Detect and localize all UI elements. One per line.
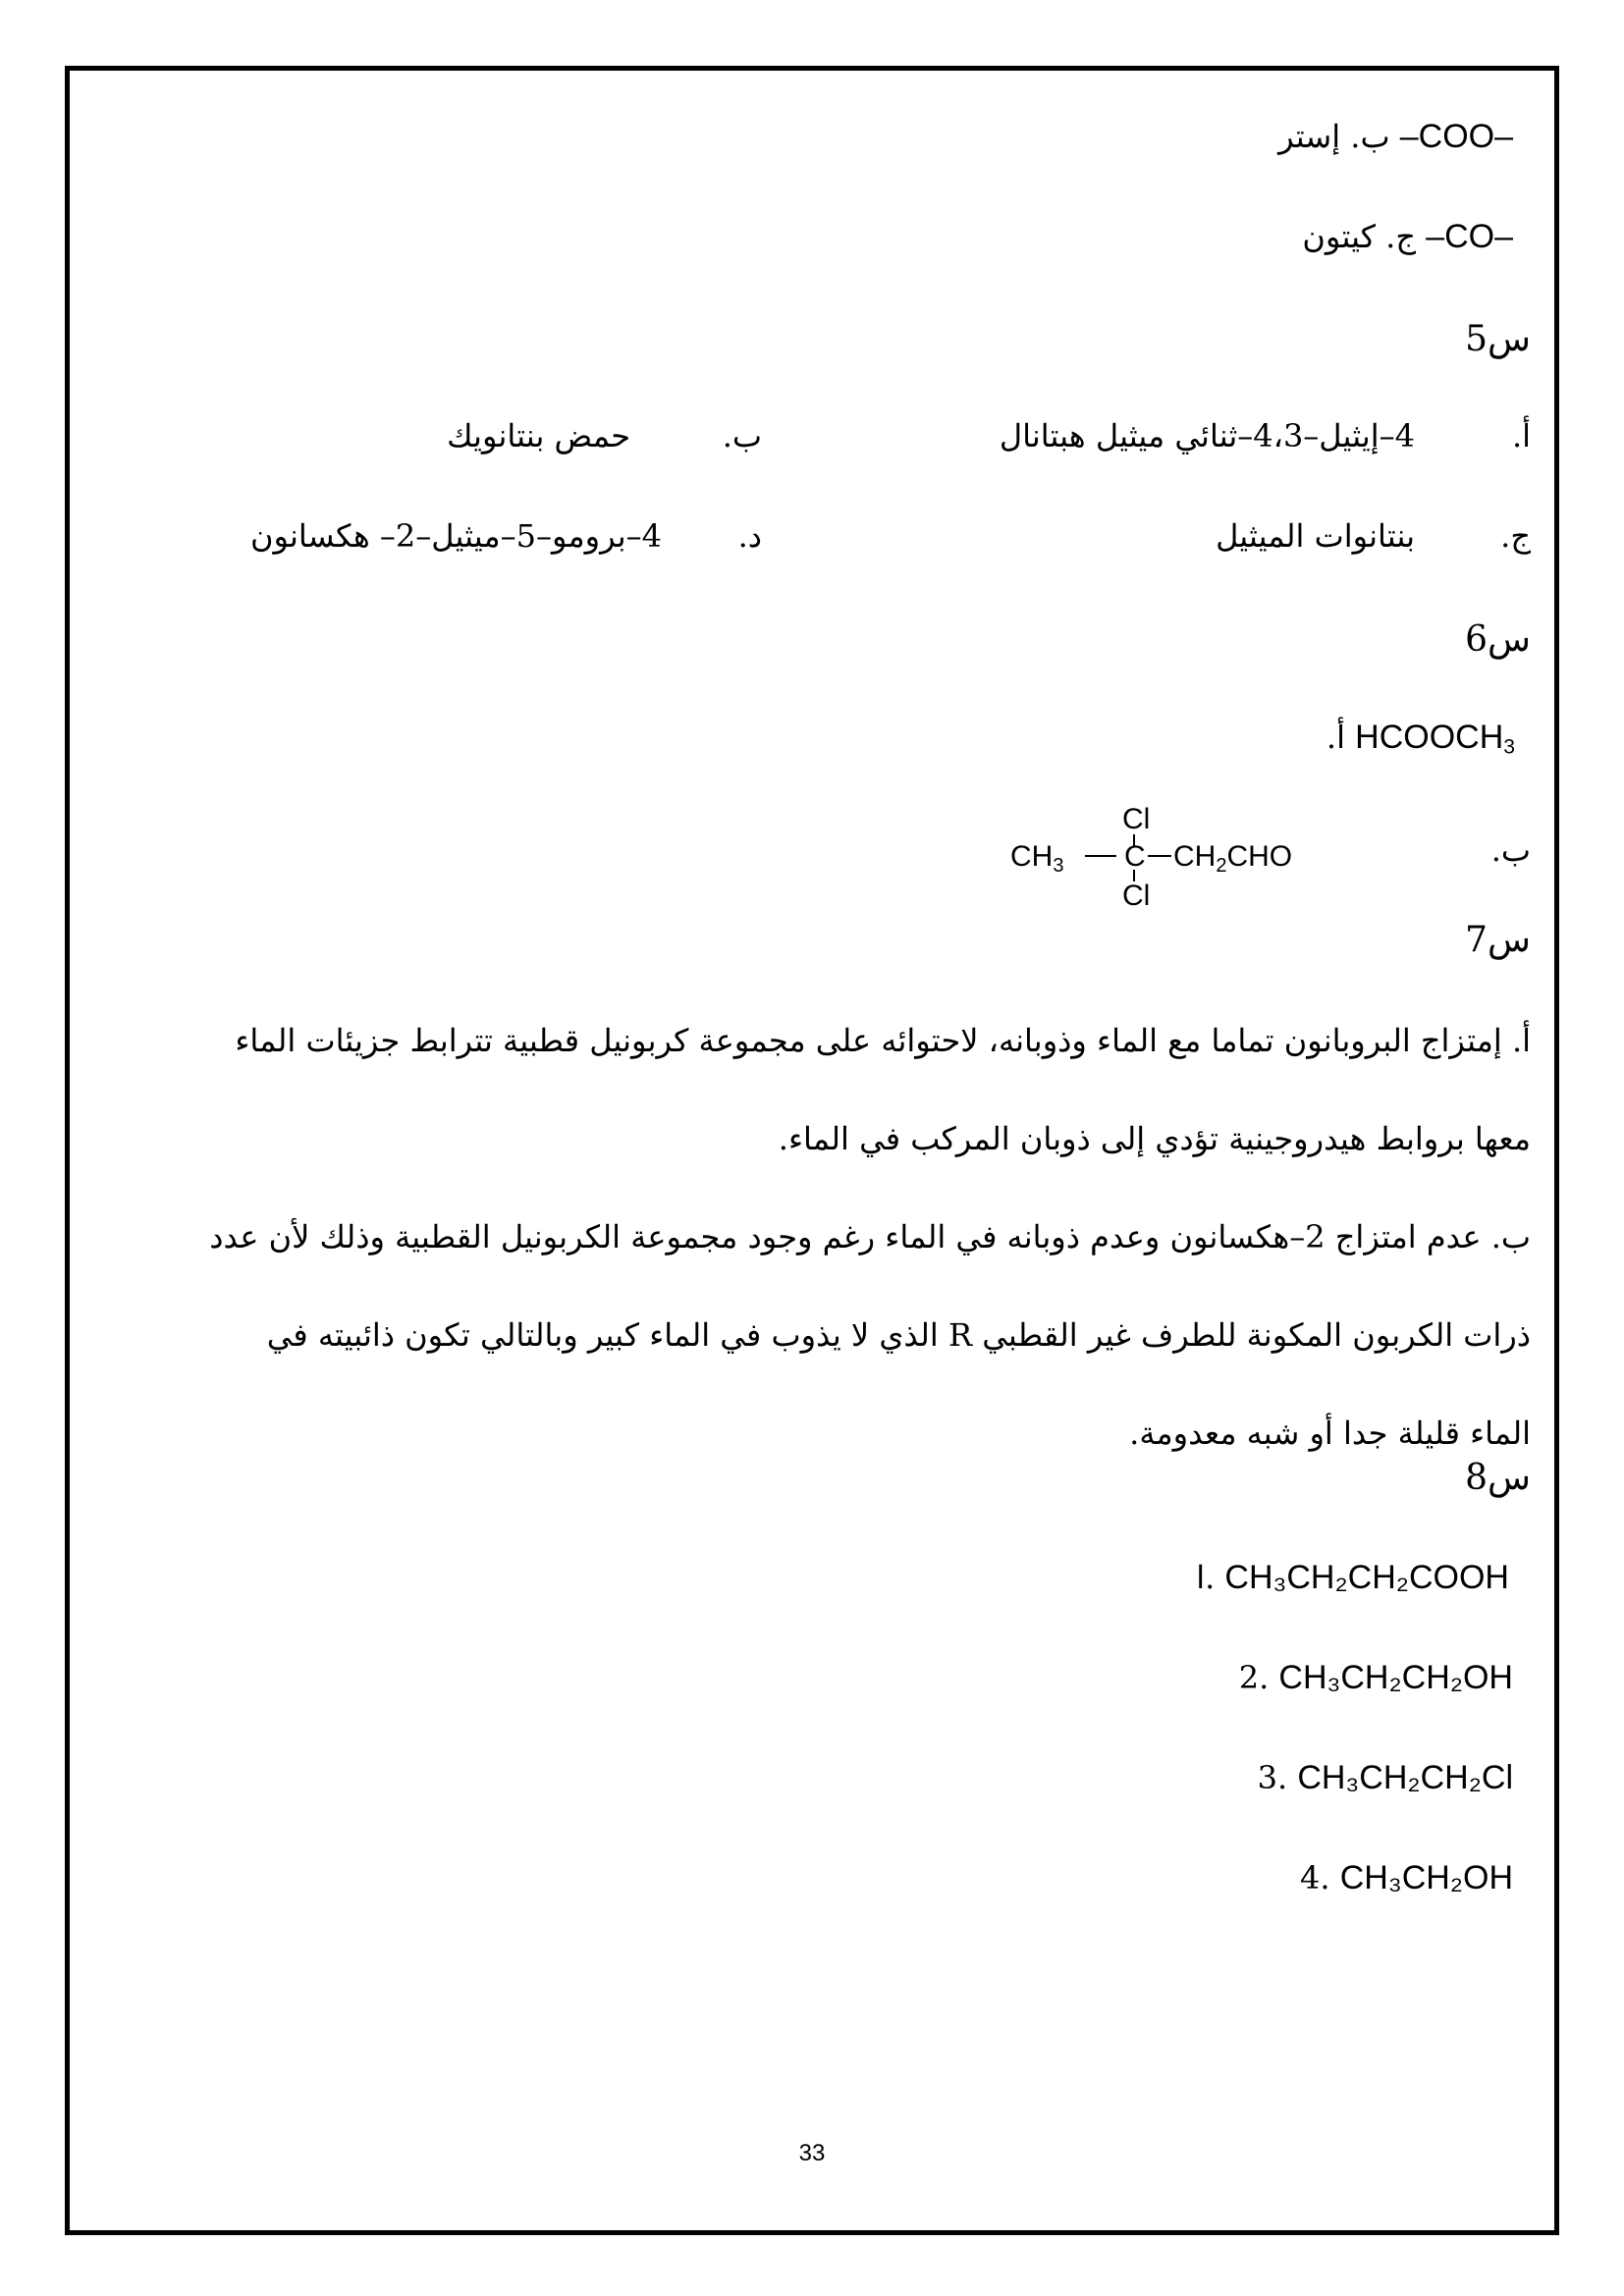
struct-c-center: C	[1124, 840, 1146, 873]
q5-a-marker: أ.	[1511, 417, 1531, 454]
q7-b-paragraph	[97, 1188, 1531, 1482]
q6-a-row	[1326, 721, 1531, 757]
q8-item-1-formula: CH₃CH₂CH₂COOH	[1224, 1559, 1509, 1596]
q4-c-formula: –CO–	[1426, 218, 1513, 255]
q4-b-formula: –COO–	[1399, 118, 1513, 155]
q7-b-line2: ذرات الكربون المكونة للطرف غير القطبي R الذي لا يذوب في الماء كبير وبالتالي تكون ذائبيته في	[266, 1316, 1531, 1354]
struct-ch2cho-right: $CH_2CHO$	[1173, 840, 1293, 877]
q7-b-line3: الماء قليلة جدا أو شبه معدومة.	[1129, 1415, 1531, 1452]
q8-item-4-formula: CH₃CH₂OH	[1339, 1859, 1513, 1896]
q6-a-marker: أ.	[1326, 719, 1345, 756]
q8-item-4	[1300, 1861, 1531, 1895]
q5-b-text: حمض بنتانويك	[447, 417, 630, 454]
q4-c-row	[1302, 220, 1531, 253]
page-number: 33	[798, 2140, 826, 2166]
q8-heading: س8	[1465, 1458, 1531, 1498]
q4-c-label: ج. كيتون	[1302, 218, 1416, 255]
q7-heading: س7	[1465, 920, 1531, 960]
q5-d-text: 4–برومو–5–ميثيل–2– هكسانون	[249, 517, 662, 555]
q7-a-paragraph	[97, 991, 1531, 1188]
q5-d-marker: د.	[737, 517, 762, 555]
q8-item-3-marker: .3	[1257, 1759, 1288, 1796]
structural-formula-dichloro-aldehyde	[997, 797, 1330, 913]
q8-item-4-marker: .4	[1300, 1859, 1330, 1896]
q8-item-2	[1239, 1661, 1531, 1694]
q5-heading: س5	[1465, 319, 1531, 359]
q4-b-row	[1278, 120, 1531, 153]
q6-b-marker: ب.	[1490, 831, 1531, 869]
q7-a-line2: معها بروابط هيدروجينية تؤدي إلى ذوبان المركب في الماء.	[778, 1120, 1531, 1157]
q8-item-3	[1258, 1761, 1531, 1794]
struct-cl-bottom: Cl	[1122, 880, 1151, 912]
q6-heading: س6	[1465, 619, 1531, 660]
q8-item-1-marker: .ا	[1196, 1559, 1216, 1596]
q8-item-3-formula: CH₃CH₂CH₂Cl	[1297, 1759, 1513, 1796]
q8-item-2-marker: .2	[1238, 1659, 1270, 1696]
q5-c-marker: ج.	[1500, 517, 1531, 555]
q5-b-marker: ب.	[722, 417, 762, 454]
q5-a-text: 4–إيثيل–4،3–ثنائي ميثيل هبتانال	[999, 417, 1415, 454]
q7-b-line1: ب. عدم امتزاج 2–هكسانون وعدم ذوبانه في الماء رغم وجود مجموعة الكربونيل القطبية وذلك لأن عدد	[209, 1218, 1531, 1255]
struct-ch3-left: $CH_3$	[1010, 840, 1064, 877]
q5-c-text: بنتانوات الميثيل	[1216, 517, 1415, 555]
q7-a-line1: أ. إمتزاج البروبانون تماما مع الماء وذوبانه، لاحتوائه على مجموعة كربونيل قطبية تترابط جزيئات الماء	[235, 1022, 1531, 1059]
q4-b-label: ب. إستر	[1278, 118, 1390, 155]
struct-cl-top: Cl	[1122, 803, 1151, 835]
q8-item-2-formula: CH₃CH₂CH₂OH	[1278, 1659, 1513, 1696]
q6-a-formula: $HCOOCH_3$	[1355, 719, 1515, 759]
q8-item-1	[1196, 1561, 1531, 1594]
